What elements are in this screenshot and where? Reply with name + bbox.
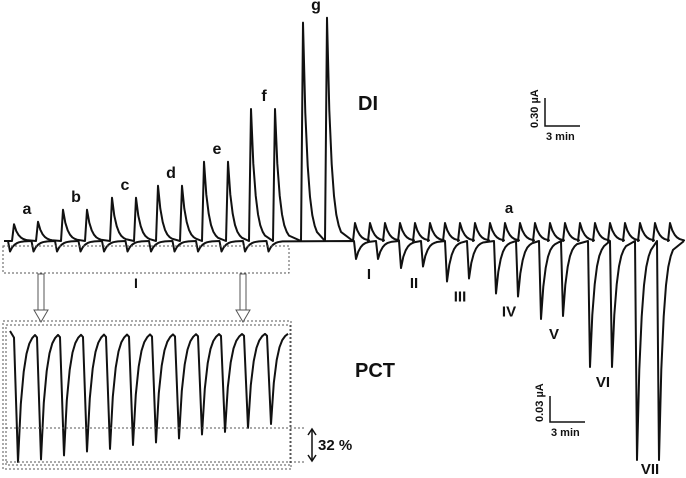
series-label-pct: PCT: [355, 360, 395, 382]
pct-peak-label-VI: VI: [595, 374, 611, 391]
di-peak-label-g: g: [311, 0, 321, 14]
pct-peak-label-I: I: [366, 266, 372, 283]
di-scale-bar: [545, 98, 580, 126]
percent-change-bracket: [308, 429, 316, 461]
zoom-arrow-left: [34, 274, 48, 322]
percent-change-label: 32 %: [318, 437, 353, 454]
di-peak-label-a: a: [22, 200, 32, 218]
series-label-di: DI: [358, 93, 378, 115]
pct-peak-label-III: III: [453, 288, 467, 306]
di-peak-label-d: d: [166, 164, 176, 182]
di-scale-x-label: 3 min: [546, 131, 575, 143]
zoom-arrow-right: [236, 274, 250, 322]
pct-scale-y-label: 0.03 µA: [534, 383, 546, 422]
di-trace-line: [4, 18, 684, 241]
inset-trace-line: [10, 331, 288, 462]
pct-peak-label-V: V: [548, 326, 560, 343]
di-repeat-peak-label: a: [504, 200, 514, 217]
di-peak-label-b: b: [71, 188, 81, 206]
di-peak-label-e: e: [212, 140, 222, 158]
di-scale-y-label: 0.30 µA: [529, 89, 541, 128]
inset-box: [3, 321, 291, 469]
di-peak-label-c: c: [120, 176, 130, 194]
di-peak-label-f: f: [261, 88, 267, 105]
pct-peak-label-IV: IV: [501, 303, 517, 321]
pct-peak-label-II: II: [409, 275, 419, 292]
region-i-label: I: [134, 275, 138, 291]
pct-scale-x-label: 3 min: [551, 427, 580, 439]
pct-scale-bar: [550, 396, 585, 422]
pct-peak-label-VII: VII: [640, 461, 660, 478]
